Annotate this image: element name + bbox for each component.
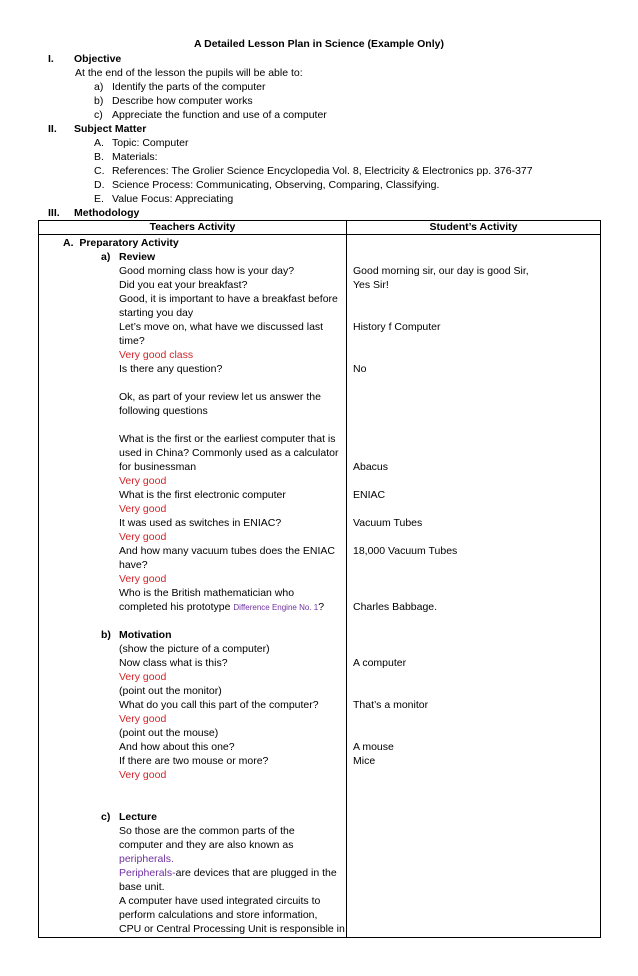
term-peripherals: peripherals. (119, 853, 174, 865)
teacher-line: Now class what is this? (119, 657, 228, 669)
lecture-marker: c) (101, 811, 111, 823)
teacher-line: So those are the common parts of the (119, 825, 295, 837)
teacher-line: (point out the monitor) (119, 685, 222, 697)
objective-item: a) Identify the parts of the computer (94, 81, 266, 93)
student-line: ENIAC (353, 489, 386, 501)
teacher-line: starting you day (119, 307, 194, 319)
praise-text: Very good (119, 713, 167, 725)
student-line: No (353, 363, 367, 375)
teacher-line: And how about this one? (119, 741, 235, 753)
teacher-line: And how many vacuum tubes does the ENIAC (119, 545, 335, 557)
teacher-line: Good morning class how is your day? (119, 265, 295, 277)
praise-text: Very good (119, 531, 167, 543)
teacher-line: Good, it is important to have a breakfast before (119, 293, 338, 305)
header-students-activity: Student’s Activity (347, 221, 601, 235)
teacher-line: used in China? Commonly used as a calculator (119, 447, 339, 459)
motivation-marker: b) (101, 629, 111, 641)
subject-item: A. Topic: Computer (94, 137, 189, 149)
motivation-heading: Motivation (119, 629, 172, 641)
header-teachers-activity: Teachers Activity (39, 221, 347, 235)
student-line: That’s a monitor (353, 699, 429, 711)
subject-item: B. Materials: (94, 151, 158, 163)
teacher-line: What do you call this part of the computer? (119, 699, 319, 711)
activity-table (38, 220, 601, 938)
teacher-line: Peripherals-are devices that are plugged in the (119, 867, 337, 879)
teacher-line: have? (119, 559, 148, 571)
objective-item: b) Describe how computer works (94, 95, 253, 107)
teacher-line: If there are two mouse or more? (119, 755, 269, 767)
teacher-line: perform calculations and store information, (119, 909, 318, 921)
student-line: Vacuum Tubes (353, 517, 423, 529)
section-objective-heading: I. Objective (48, 53, 122, 65)
objective-intro: At the end of the lesson the pupils will be able to: (75, 67, 303, 79)
term-difference-engine: Difference Engine No. 1 (233, 603, 319, 612)
student-line: History f Computer (353, 321, 441, 333)
praise-text: Very good (119, 475, 167, 487)
section-methodology-heading: III. Methodology (48, 207, 140, 219)
teacher-line: Let’s move on, what have we discussed last (119, 321, 324, 333)
teacher-line: for businessman (119, 461, 197, 473)
review-marker: a) (101, 251, 111, 263)
praise-text: Very good class (119, 349, 194, 361)
praise-text: Very good (119, 503, 167, 515)
praise-text: Very good (119, 769, 167, 781)
prep-activity-heading: A. Preparatory Activity (63, 237, 179, 249)
teacher-line: time? (119, 335, 145, 347)
student-line: Abacus (353, 461, 389, 473)
teacher-line: following questions (119, 405, 208, 417)
teacher-line: CPU or Central Processing Unit is responsible in (119, 923, 345, 935)
review-heading: Review (119, 251, 156, 263)
teacher-line: A computer have used integrated circuits to (119, 895, 321, 907)
student-line: A computer (353, 657, 407, 669)
teacher-line: What is the first or the earliest computer that is (119, 433, 336, 445)
teacher-line: What is the first electronic computer (119, 489, 286, 501)
student-line: Good morning sir, our day is good Sir, (353, 265, 529, 277)
praise-text: Very good (119, 573, 167, 585)
teacher-line: Who is the British mathematician who (119, 587, 295, 599)
teacher-activity-cell (39, 235, 347, 938)
student-activity-cell (347, 235, 601, 938)
teacher-line: (point out the mouse) (119, 727, 219, 739)
objective-item: c) Appreciate the function and use of a computer (94, 109, 327, 121)
section-subject-matter-heading: II. Subject Matter (48, 123, 147, 135)
teacher-line: Did you eat your breakfast? (119, 279, 248, 291)
student-line: A mouse (353, 741, 394, 753)
subject-item: D. Science Process: Communicating, Observing, Comparing, Classifying. (94, 179, 440, 191)
term-peripherals: Peripherals- (119, 867, 176, 879)
student-line: Yes Sir! (353, 279, 389, 291)
subject-item: C. References: The Grolier Science Encyclopedia Vol. 8, Electricity & Electronics pp. 376-377 (94, 165, 533, 177)
student-line: Charles Babbage. (353, 601, 438, 613)
praise-text: Very good (119, 671, 167, 683)
document-title: A Detailed Lesson Plan in Science (Example Only) (194, 38, 444, 50)
teacher-line: Is there any question? (119, 363, 223, 375)
teacher-line: (show the picture of a computer) (119, 643, 270, 655)
teacher-line: completed his prototype Difference Engine No. 1? (119, 601, 325, 613)
teacher-line: base unit. (119, 881, 165, 893)
teacher-line: It was used as switches in ENIAC? (119, 517, 282, 529)
student-line: 18,000 Vacuum Tubes (353, 545, 458, 557)
teacher-line: computer and they are also known as (119, 839, 294, 851)
lecture-heading: Lecture (119, 811, 157, 823)
student-line: Mice (353, 755, 376, 767)
teacher-line: Ok, as part of your review let us answer the (119, 391, 321, 403)
subject-item: E. Value Focus: Appreciating (94, 193, 234, 205)
